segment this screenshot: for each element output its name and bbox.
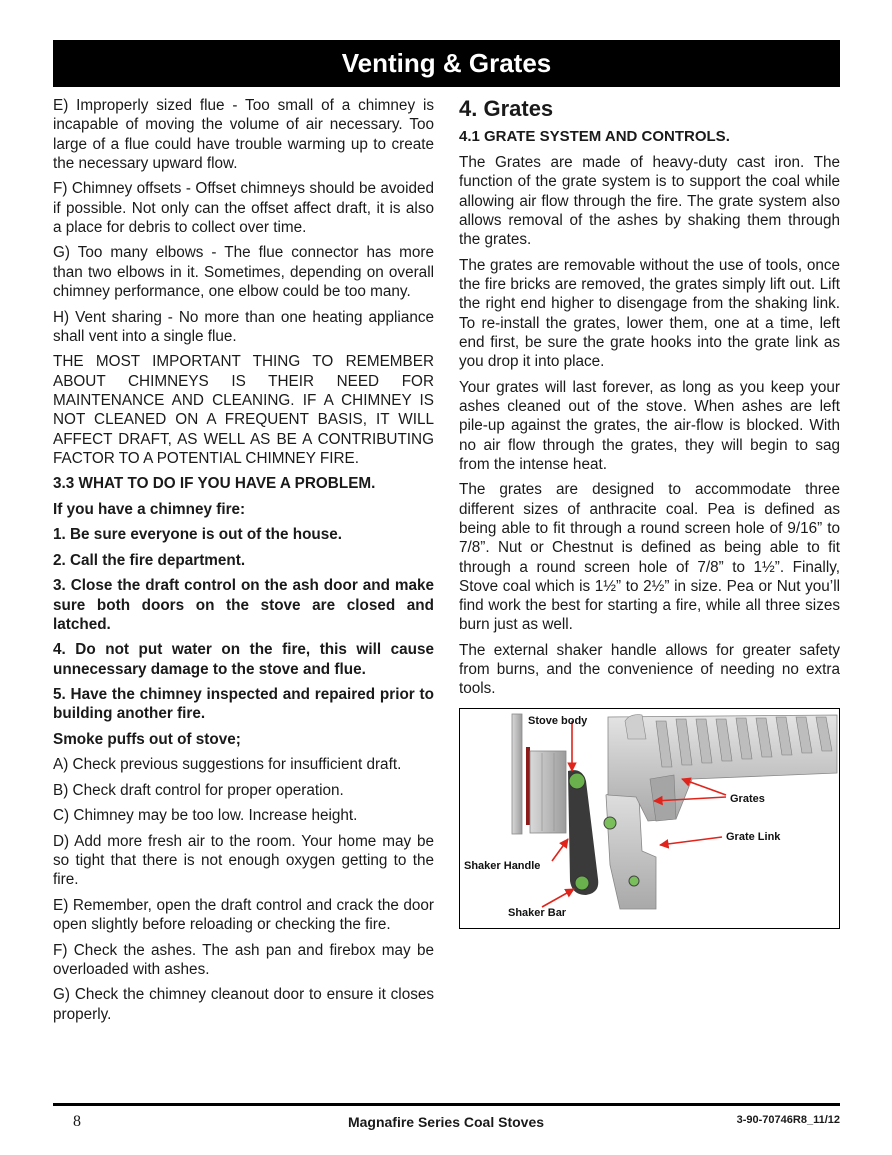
step-item: 1. Be sure everyone is out of the house.: [53, 526, 343, 544]
paragraph: The grates are removable without the use of tools, once the fire bricks are removed, the grates simply lift out. Lift the right end higher to disengage from the shaking link. To re-install the grates, lower them, one at a time, left end first, be sure the grate hooks into the grate link as you drop it into place.: [459, 256, 840, 371]
page-number: 8: [73, 1113, 81, 1130]
grate-illustration: [460, 709, 839, 928]
shaker-handle-label: Shaker Handle: [464, 860, 541, 872]
grate-link-label: Grate Link: [726, 831, 781, 843]
paragraph: F) Chimney offsets - Offset chimneys should be avoided if possible. Not only can the offset affect draft, it is also a place for debris to collect over time.: [53, 180, 434, 236]
shaker-bar-label: Shaker Bar: [508, 907, 567, 919]
grate-diagram: [459, 708, 840, 929]
right-column: [459, 96, 840, 705]
paragraph: The grates are designed to accommodate three different sizes of anthracite coal. Pea is defined as being able to fit through a round screen hole of 9/16” to 7/8”. Nut or Chestnut is defined as being able to fit through a round screen hole of 7/8” to 1½”. Finally, Stove coal which is 1½” to 2½” in size. Pea or Nut you’ll find work the best for starting a fire, while all three sizes burn just as well.: [459, 481, 840, 634]
grates-heading: 4. Grates: [459, 96, 554, 121]
step-item: 3. Close the draft control on the ash door and make sure both doors on the stove are closed and latched.: [53, 577, 434, 633]
list-item: C) Chimney may be too low. Increase height.: [53, 807, 358, 825]
document-code: 3-90-70746R8_11/12: [736, 1114, 840, 1126]
stove-body-label: Stove body: [528, 715, 588, 727]
warning-paragraph: THE MOST IMPORTANT THING TO REMEMBER ABOUT CHIMNEYS IS THEIR NEED FOR MAINTENANCE AND CLEANING. IF A CHIMNEY IS NOT CLEANED ON A FREQUENT BASIS, IT WILL AFFECT DRAFT, AS WELL AS BE A CONTRIBUTING FACTOR TO A POTENTIAL CHIMNEY FIRE.: [53, 353, 434, 467]
list-item: A) Check previous suggestions for insufficient draft.: [53, 756, 402, 774]
footer-rule: [53, 1103, 840, 1106]
paragraph: G) Too many elbows - The flue connector has more than two elbows in it. Sometimes, depending on overall chimney performance, one elbow could be too many.: [53, 244, 434, 301]
paragraph: The Grates are made of heavy-duty cast iron. The function of the grate system is to support the coal while allowing air flow through the fire. The grate system also allows removal of the ashes by shaking them through the grates.: [459, 154, 840, 249]
list-item: G) Check the chimney cleanout door to ensure it closes properly.: [53, 986, 434, 1023]
section-banner: Venting & Grates: [53, 40, 840, 87]
grate-system-subheading: 4.1 GRATE SYSTEM AND CONTROLS.: [459, 128, 730, 145]
section-heading: 3.3 WHAT TO DO IF YOU HAVE A PROBLEM.: [53, 475, 376, 493]
footer-title: Magnafire Series Coal Stoves: [347, 1114, 545, 1130]
list-item: F) Check the ashes. The ash pan and firebox may be overloaded with ashes.: [53, 941, 434, 978]
paragraph: Your grates will last forever, as long as you keep your ashes cleaned out of the stove. When ashes are left pile-up against the grates, the air-flow is blocked. With no air flow through the grates, they will begin to sag from the intense heat.: [459, 378, 840, 473]
step-item: 2. Call the fire department.: [53, 551, 246, 569]
chimney-fire-heading: If you have a chimney fire:: [53, 500, 246, 518]
paragraph: The external shaker handle allows for greater safety from burns, and the convenience of needing no extra tools.: [459, 641, 840, 698]
paragraph: H) Vent sharing - No more than one heating appliance shall vent into a single flue.: [53, 308, 434, 345]
step-item: 5. Have the chimney inspected and repaired prior to building another fire.: [53, 686, 434, 723]
paragraph: E) Improperly sized flue - Too small of a chimney is incapable of moving the volume of air necessary. Too large of a flue could have trouble warming up to create the necessary upward flow.: [53, 97, 434, 172]
step-item: 4. Do not put water on the fire, this will cause unnecessary damage to the stove and flue.: [53, 641, 434, 678]
list-item: E) Remember, open the draft control and crack the door open slightly before reloading or checking the fire.: [53, 896, 434, 934]
list-item: B) Check draft control for proper operation.: [53, 781, 344, 799]
left-column: [53, 96, 434, 1030]
smoke-heading: Smoke puffs out of stove;: [53, 730, 241, 748]
grates-label: Grates: [730, 793, 765, 805]
list-item: D) Add more fresh air to the room. Your home may be so tight that there is not enough oxygen getting to the fire.: [53, 832, 434, 889]
